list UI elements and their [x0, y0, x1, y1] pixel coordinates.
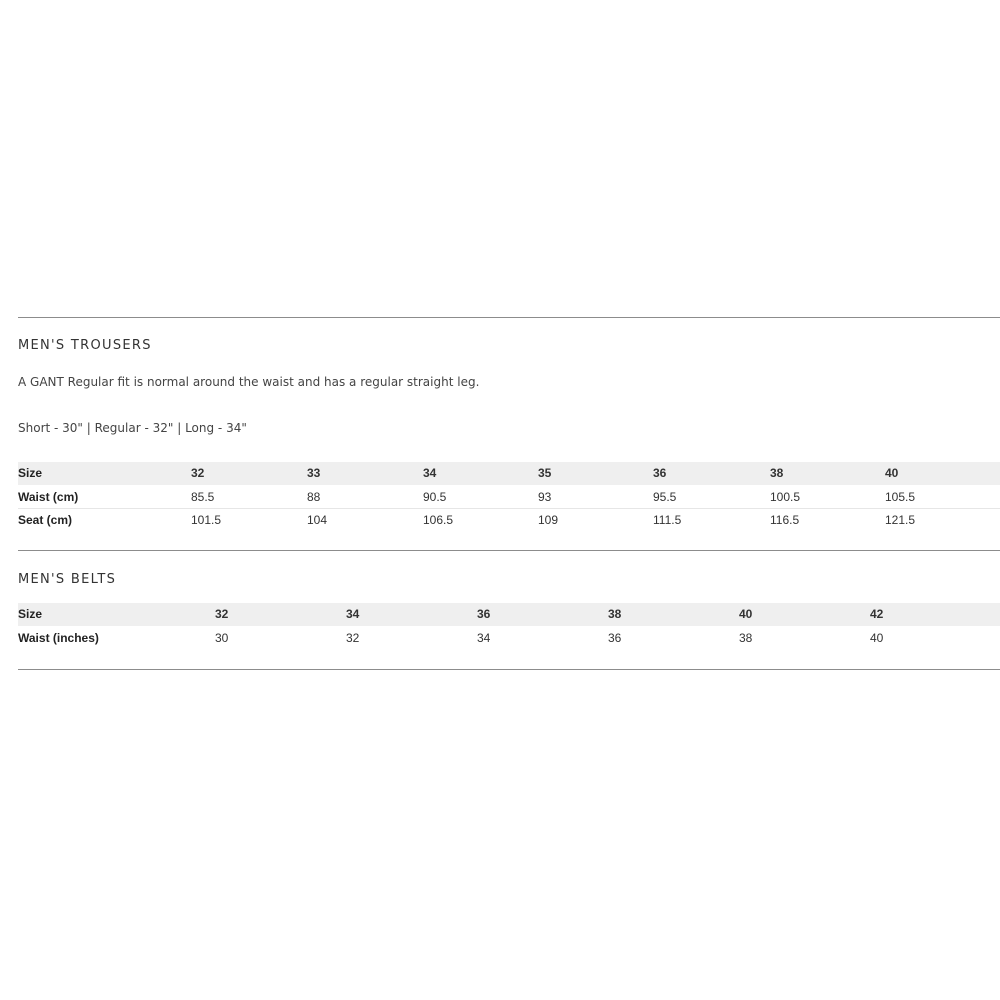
belts-waist-value: 34 — [477, 630, 491, 645]
trousers-size-value: 35 — [538, 462, 653, 485]
trousers-size-value: 34 — [423, 462, 538, 485]
trousers-seat-value: 111.5 — [653, 512, 682, 527]
trousers-section-title: MEN'S TROUSERS — [18, 338, 152, 353]
belts-size-value: 32 — [215, 603, 346, 626]
belts-size-label: Size — [18, 603, 215, 626]
belts-section-title: MEN'S BELTS — [18, 572, 117, 587]
belts-waist-row — [18, 626, 1000, 649]
trousers-waist-value: 88 — [307, 485, 423, 508]
trousers-length-options: Short - 30" | Regular - 32" | Long - 34" — [18, 421, 247, 435]
belts-waist-value: 32 — [346, 630, 360, 645]
trousers-seat-value: 104 — [307, 512, 328, 527]
belts-size-row — [18, 603, 1000, 626]
belts-size-table — [18, 603, 1000, 649]
belts-waist-label: Waist (inches) — [18, 630, 99, 645]
trousers-waist-value: 95.5 — [653, 485, 770, 508]
trousers-size-value: 38 — [770, 462, 885, 485]
trousers-waist-row — [18, 485, 1000, 508]
trousers-seat-value: 121.5 — [885, 512, 916, 527]
belts-size-value: 36 — [477, 603, 608, 626]
trousers-waist-value: 93 — [538, 485, 653, 508]
trousers-size-table — [18, 462, 1000, 531]
trousers-waist-label: Waist (cm) — [18, 485, 191, 508]
belts-waist-value: 36 — [608, 630, 622, 645]
trousers-seat-value: 109 — [538, 512, 559, 527]
trousers-seat-row — [18, 508, 1000, 531]
belts-waist-value: 40 — [870, 630, 884, 645]
trousers-waist-value: 100.5 — [770, 485, 885, 508]
trousers-waist-value: 90.5 — [423, 485, 538, 508]
belts-size-value: 34 — [346, 603, 477, 626]
belts-waist-value: 30 — [215, 630, 229, 645]
divider-top — [18, 317, 1000, 318]
belts-size-value: 40 — [739, 603, 870, 626]
trousers-waist-value: 85.5 — [191, 485, 307, 508]
trousers-fit-description: A GANT Regular fit is normal around the waist and has a regular straight leg. — [18, 375, 480, 389]
trousers-seat-value: 106.5 — [423, 512, 454, 527]
trousers-size-value: 40 — [885, 462, 1000, 485]
trousers-size-value: 32 — [191, 462, 307, 485]
trousers-size-row — [18, 462, 1000, 485]
divider-middle — [18, 550, 1000, 551]
trousers-waist-value: 105.5 — [885, 485, 1000, 508]
trousers-size-value: 36 — [653, 462, 770, 485]
belts-size-value: 38 — [608, 603, 739, 626]
divider-bottom — [18, 669, 1000, 670]
trousers-seat-value: 116.5 — [770, 512, 800, 527]
trousers-size-value: 33 — [307, 462, 423, 485]
belts-size-value: 42 — [870, 603, 1000, 626]
belts-waist-value: 38 — [739, 630, 753, 645]
trousers-seat-label: Seat (cm) — [18, 512, 73, 527]
trousers-seat-value: 101.5 — [191, 512, 222, 527]
trousers-size-label: Size — [18, 462, 191, 485]
